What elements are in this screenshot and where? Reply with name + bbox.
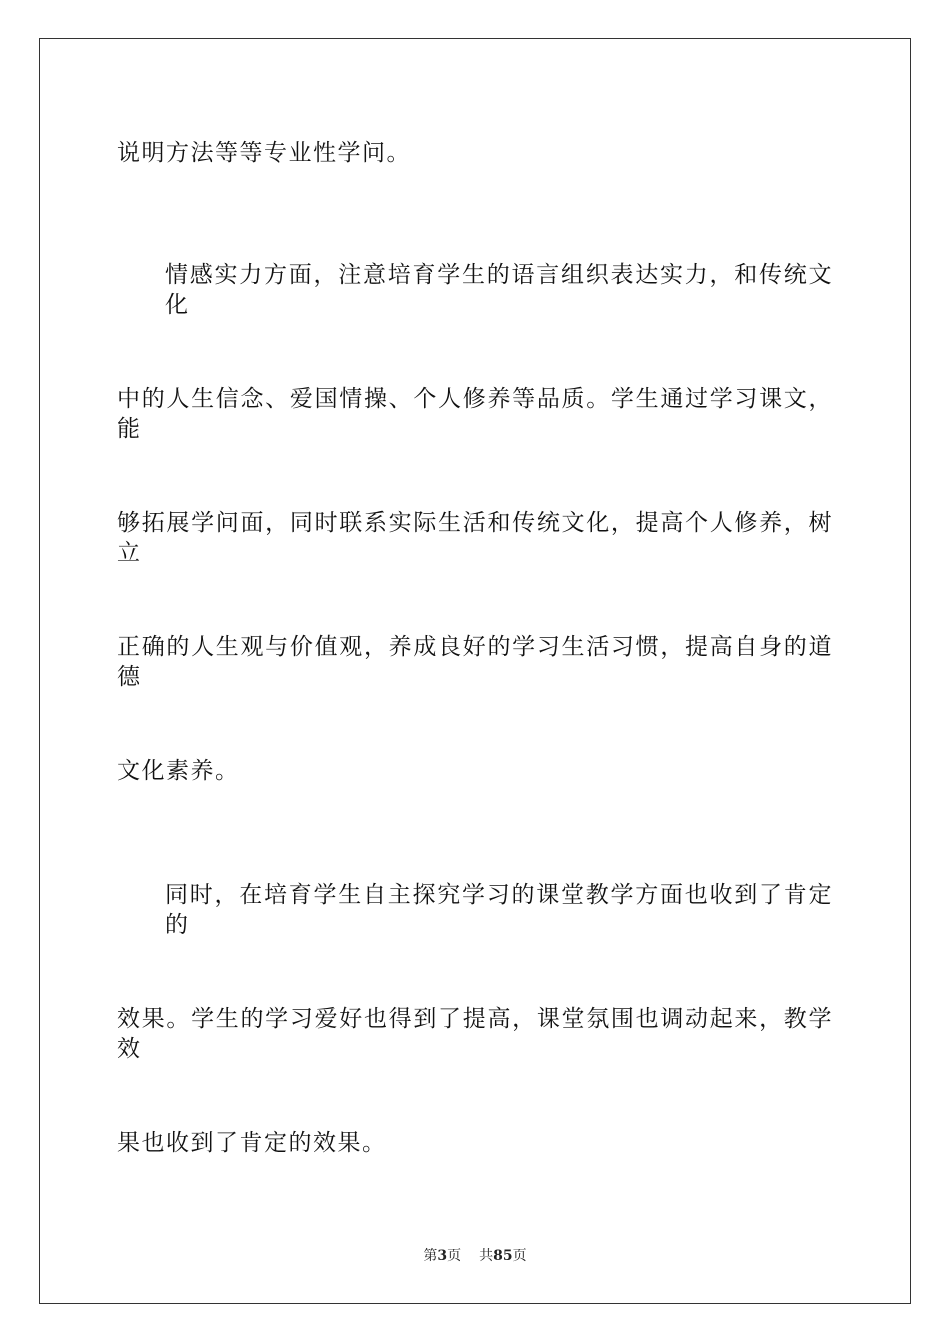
paragraph-line-4: 够拓展学问面，同时联系实际生活和传统文化，提高个人修养，树立 <box>117 510 833 566</box>
paragraph-line-2: 情感实力方面，注意培育学生的语言组织表达实力，和传统文化 <box>165 262 833 318</box>
paragraph-line-5: 正确的人生观与价值观，养成良好的学习生活习惯，提高自身的道德 <box>117 634 833 690</box>
paragraph-line-6: 文化素养。 <box>117 758 240 784</box>
footer-total-prefix: 共 <box>479 1248 494 1264</box>
page-footer <box>0 1246 950 1266</box>
paragraph-line-3: 中的人生信念、爱国情操、个人修养等品质。学生通过学习课文，能 <box>117 386 833 442</box>
paragraph-line-9: 果也收到了肯定的效果。 <box>117 1130 387 1156</box>
paragraph-line-8: 效果。学生的学习爱好也得到了提高，课堂氛围也调动起来，教学效 <box>117 1006 833 1062</box>
footer-page-suffix: 页 <box>447 1248 462 1264</box>
footer-total-pages: 85 <box>493 1248 513 1264</box>
paragraph-line-1: 说明方法等等专业性学问。 <box>117 140 411 166</box>
footer-page-prefix: 第 <box>423 1248 438 1264</box>
footer-total-suffix: 页 <box>512 1248 527 1264</box>
footer-page-number: 3 <box>437 1248 448 1264</box>
paragraph-line-7: 同时，在培育学生自主探究学习的课堂教学方面也收到了肯定的 <box>165 882 833 938</box>
